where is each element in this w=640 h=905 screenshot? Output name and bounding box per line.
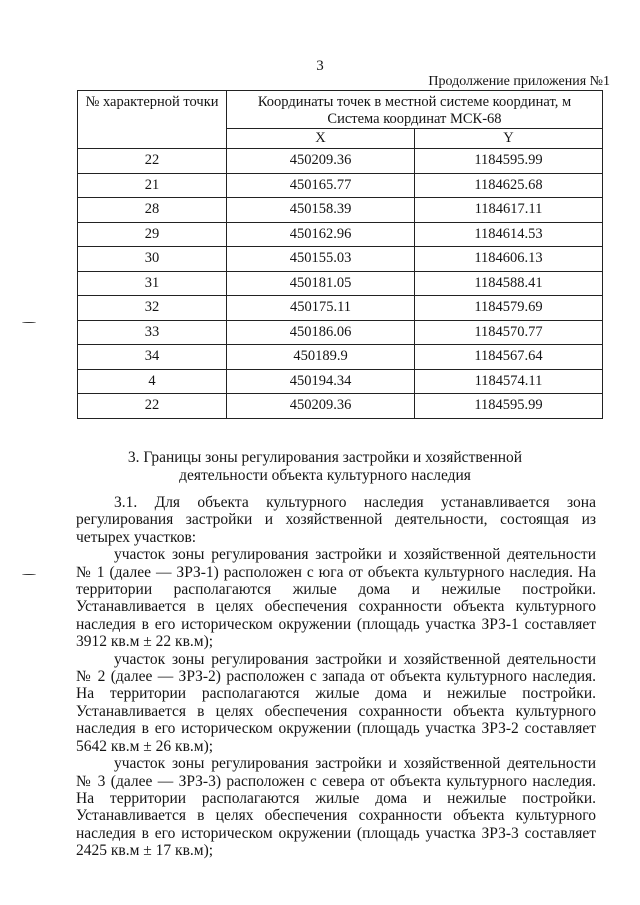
margin-mark: [22, 574, 36, 575]
table-header-row: [78, 91, 603, 129]
x-coordinate-cell: 450189.9: [227, 345, 415, 370]
y-coordinate-cell: 1184595.99: [415, 394, 603, 419]
y-coordinate-cell: 1184606.13: [415, 247, 603, 272]
paragraph-zrz-2: участок зоны регулирования застройки и хозяйственной деятельности № 2 (далее — ЗРЗ-2) расположен с запада от объекта культурного наследия. На территории располагаются жилые дома и нежилые постройки. Устанавливается в целях обеспечения сохранности объекта культурного наследия в его историческом окружении (площадь участка ЗРЗ-2 составляет 5642 кв.м ± 26 кв.м);: [76, 650, 596, 755]
point-number-cell: 33: [78, 320, 227, 345]
x-coordinate-cell: 450175.11: [227, 296, 415, 321]
table-row: [78, 198, 603, 223]
y-coordinate-cell: 1184617.11: [415, 198, 603, 223]
coordinates-table: [77, 90, 603, 419]
page-number: 3: [316, 58, 324, 74]
paragraph-3-1: 3.1. Для объекта культурного наследия устанавливается зона регулирования застройки и хозяйственной деятельности, состоящая из четырех участков:: [76, 494, 596, 546]
point-number-cell: 34: [78, 345, 227, 370]
section-title: [80, 449, 570, 485]
point-number-cell: 22: [78, 394, 227, 419]
x-coordinate-cell: 450209.36: [227, 394, 415, 419]
point-number-cell: 22: [78, 149, 227, 174]
x-coordinate-cell: 450158.39: [227, 198, 415, 223]
section-title-line1: 3. Границы зоны регулирования застройки и хозяйственной: [127, 449, 523, 466]
table-row: [78, 320, 603, 345]
y-coordinate-cell: 1184625.68: [415, 173, 603, 198]
y-coordinate-cell: 1184579.69: [415, 296, 603, 321]
x-coordinate-cell: 450181.05: [227, 271, 415, 296]
x-coordinate-cell: 450194.34: [227, 369, 415, 394]
table-row: [78, 394, 603, 419]
table-row: [78, 369, 603, 394]
y-coordinate-cell: 1184588.41: [415, 271, 603, 296]
table-row: [78, 149, 603, 174]
appendix-note: Продолжение приложения №1: [428, 74, 610, 89]
point-number-cell: 30: [78, 247, 227, 272]
coordinate-header-line1: Координаты точек в местной системе координат, м: [257, 94, 572, 110]
coordinate-system-header: [227, 91, 603, 129]
coordinate-header-line2: Система координат МСК-68: [327, 111, 502, 127]
y-coordinate-cell: 1184574.11: [415, 369, 603, 394]
body-text: [76, 494, 596, 860]
x-coordinate-cell: 450186.06: [227, 320, 415, 345]
y-header: Y: [415, 129, 603, 149]
margin-mark: [22, 322, 36, 323]
x-coordinate-cell: 450165.77: [227, 173, 415, 198]
y-coordinate-cell: 1184567.64: [415, 345, 603, 370]
table-row: [78, 345, 603, 370]
table-row: [78, 247, 603, 272]
y-coordinate-cell: 1184595.99: [415, 149, 603, 174]
x-coordinate-cell: 450162.96: [227, 222, 415, 247]
x-header: X: [227, 129, 415, 149]
table-row: [78, 296, 603, 321]
point-number-cell: 28: [78, 198, 227, 223]
x-coordinate-cell: 450209.36: [227, 149, 415, 174]
point-number-cell: 31: [78, 271, 227, 296]
point-number-cell: 32: [78, 296, 227, 321]
section-title-line2: деятельности объекта культурного наследия: [179, 467, 471, 484]
y-coordinate-cell: 1184570.77: [415, 320, 603, 345]
paragraph-zrz-1: участок зоны регулирования застройки и хозяйственной деятельности № 1 (далее — ЗРЗ-1) расположен с юга от объекта культурного наследия. На территории располагаются жилые дома и нежилые постройки. Устанавливается в целях обеспечения сохранности объекта культурного наследия в его историческом окружении (площадь участка ЗРЗ-1 составляет 3912 кв.м ± 22 кв.м);: [76, 546, 596, 651]
y-coordinate-cell: 1184614.53: [415, 222, 603, 247]
point-number-cell: 29: [78, 222, 227, 247]
point-number-cell: 21: [78, 173, 227, 198]
table-row: [78, 222, 603, 247]
paragraph-zrz-3: участок зоны регулирования застройки и хозяйственной деятельности № 3 (далее — ЗРЗ-3) расположен с севера от объекта культурного наследия. На территории располагаются жилые дома и нежилые постройки. Устанавливается в целях обеспечения сохранности объекта культурного наследия в его историческом окружении (площадь участка ЗРЗ-3 составляет 2425 кв.м ± 17 кв.м);: [76, 755, 596, 860]
x-coordinate-cell: 450155.03: [227, 247, 415, 272]
point-number-cell: 4: [78, 369, 227, 394]
table-row: [78, 271, 603, 296]
point-number-header: № характерной точки: [78, 91, 227, 149]
table-row: [78, 173, 603, 198]
